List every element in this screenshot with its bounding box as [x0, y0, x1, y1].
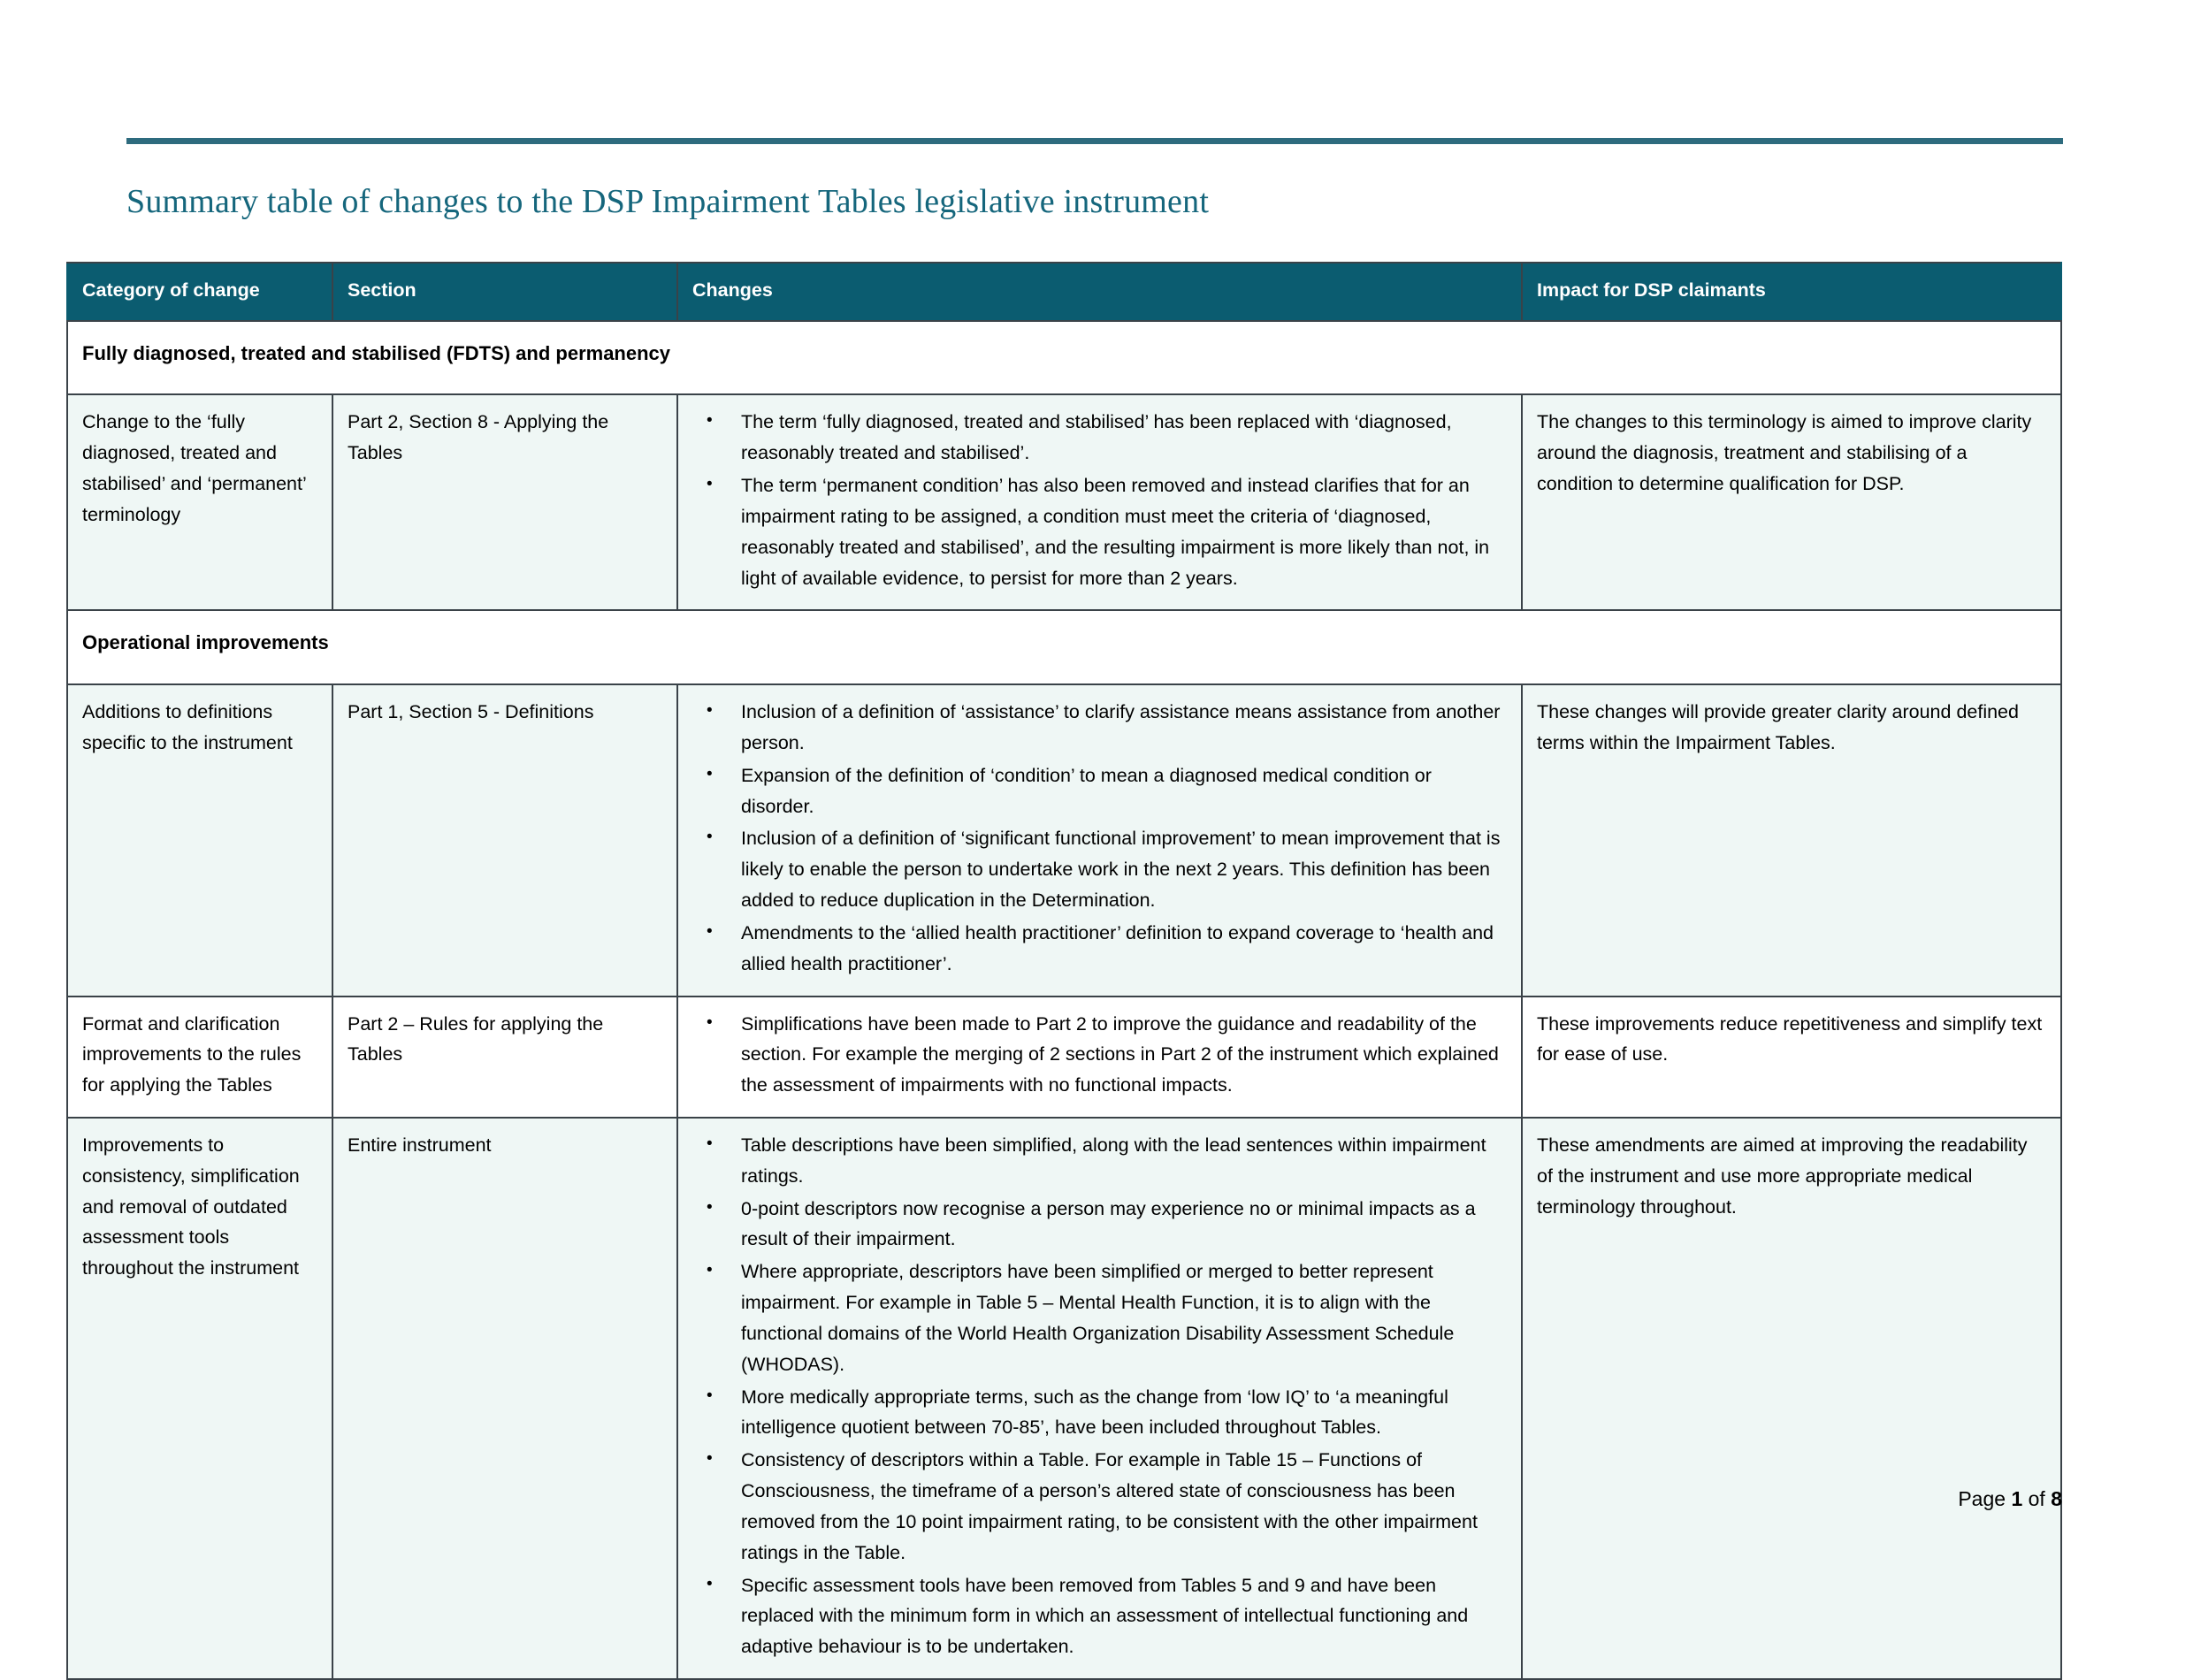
- cell-section: Part 2 – Rules for applying the Tables: [332, 997, 677, 1118]
- list-item: [692, 1009, 1507, 1101]
- change-text: • Inclusion of a definition of ‘significant functional improvement’ to mean improvement that is likely to enable the person to undertake work in the next 2 years. This definition has been added to reduce duplication in the Determination.: [741, 828, 1501, 912]
- change-text: • Table descriptions have been simplified, along with the lead sentences within impairment ratings.: [741, 1134, 1486, 1187]
- cell-impact: These amendments are aimed at improving the readability of the instrument and use more appropriate medical terminology throughout.: [1522, 1118, 2061, 1679]
- table-row: [67, 684, 2061, 996]
- list-item: [692, 697, 1507, 759]
- summary-table-container: [66, 262, 2060, 1680]
- cell-impact: The changes to this terminology is aimed to improve clarity around the diagnosis, treatment and stabilising of a condition to determine qualification for DSP.: [1522, 394, 2061, 610]
- list-item: [692, 1445, 1507, 1568]
- table-row: [67, 394, 2061, 610]
- list-item: [692, 470, 1507, 593]
- section-band-label: Operational improvements: [67, 610, 2061, 684]
- changes-list: [692, 1009, 1507, 1101]
- section-band-row: [67, 321, 2061, 395]
- list-item: [692, 407, 1507, 469]
- section-band-label: Fully diagnosed, treated and stabilised (FDTS) and permanency: [67, 321, 2061, 395]
- column-header-changes: Changes: [677, 263, 1522, 321]
- list-item: [692, 760, 1507, 822]
- change-text: • The term ‘fully diagnosed, treated and stabilised’ has been replaced with ‘diagnosed, reasonably treated and stabilised’.: [741, 411, 1452, 464]
- changes-list: [692, 1130, 1507, 1662]
- table-row: [67, 1118, 2061, 1679]
- table-row: [67, 997, 2061, 1118]
- list-item: [692, 1130, 1507, 1192]
- change-text: • Amendments to the ‘allied health practitioner’ definition to expand coverage to ‘health and allied health practitioner’.: [741, 921, 1494, 974]
- change-text: • Expansion of the definition of ‘condition’ to mean a diagnosed medical condition or disorder.: [741, 764, 1432, 817]
- cell-changes: [677, 684, 1522, 996]
- footer-total-pages: 8: [2051, 1487, 2062, 1510]
- cell-category: Format and clarification improvements to the rules for applying the Tables: [67, 997, 332, 1118]
- change-text: • Specific assessment tools have been removed from Tables 5 and 9 and have been replaced with the minimum form in which an assessment of intellectual functioning and adaptive behaviour is to be undertaken.: [741, 1574, 1469, 1658]
- footer-prefix: Page: [1958, 1487, 2012, 1510]
- change-text: • 0-point descriptors now recognise a person may experience no or minimal impacts as a result of their impairment.: [741, 1197, 1476, 1250]
- column-header-section: Section: [332, 263, 677, 321]
- summary-table: [66, 262, 2062, 1680]
- section-band-row: [67, 610, 2061, 684]
- list-item: [692, 918, 1507, 980]
- header-rule: [126, 138, 2063, 144]
- list-item: [692, 1256, 1507, 1379]
- change-text: • Simplifications have been made to Part 2 to improve the guidance and readability of the section. For example the merging of 2 sections in Part 2 of the instrument which explained the assessment of impairments with no functional impacts.: [741, 1012, 1499, 1096]
- change-text: • Inclusion of a definition of ‘assistance’ to clarify assistance means assistance from another person.: [741, 701, 1501, 753]
- cell-section: Entire instrument: [332, 1118, 677, 1679]
- footer-middle: of: [2022, 1487, 2052, 1510]
- changes-list: [692, 697, 1507, 979]
- footer-current-page: 1: [2011, 1487, 2023, 1510]
- cell-section: Part 2, Section 8 - Applying the Tables: [332, 394, 677, 610]
- change-text: • Where appropriate, descriptors have been simplified or merged to better represent impairment. For example in Table 5 – Mental Health Function, it is to align with the functional domains of the World Health Organization Disability Assessment Schedule (WHODAS).: [741, 1261, 1455, 1375]
- cell-category: Additions to definitions specific to the instrument: [67, 684, 332, 996]
- column-header-impact: Impact for DSP claimants: [1522, 263, 2061, 321]
- change-text: • The term ‘permanent condition’ has also been removed and instead clarifies that for an impairment rating to be assigned, a condition must meet the criteria of ‘diagnosed, reasonably treated and stabilised’, and the resulting impairment is more likely than not, in light of available evidence, to persist for more than 2 years.: [741, 475, 1490, 589]
- cell-changes: [677, 1118, 1522, 1679]
- change-text: • Consistency of descriptors within a Table. For example in Table 15 – Functions of Consciousness, the timeframe of a person’s altered state of consciousness has been removed from the 10 point impairment rating, to be consistent with the other impairment ratings in the Table.: [741, 1449, 1478, 1563]
- cell-category: Improvements to consistency, simplification and removal of outdated assessment tools throughout the instrument: [67, 1118, 332, 1679]
- changes-list: [692, 407, 1507, 593]
- page-footer: [1958, 1487, 2062, 1511]
- list-item: [692, 1382, 1507, 1444]
- cell-changes: [677, 997, 1522, 1118]
- cell-section: Part 1, Section 5 - Definitions: [332, 684, 677, 996]
- cell-changes: [677, 394, 1522, 610]
- page-title: Summary table of changes to the DSP Impairment Tables legislative instrument: [126, 183, 1210, 220]
- cell-impact: These improvements reduce repetitiveness and simplify text for ease of use.: [1522, 997, 2061, 1118]
- cell-category: Change to the ‘fully diagnosed, treated and stabilised’ and ‘permanent’ terminology: [67, 394, 332, 610]
- table-header-row: [67, 263, 2061, 321]
- list-item: [692, 1194, 1507, 1256]
- cell-impact: These changes will provide greater clarity around defined terms within the Impairment Tables.: [1522, 684, 2061, 996]
- list-item: [692, 823, 1507, 915]
- list-item: [692, 1570, 1507, 1662]
- column-header-category: Category of change: [67, 263, 332, 321]
- change-text: • More medically appropriate terms, such as the change from ‘low IQ’ to ‘a meaningful intelligence quotient between 70-85’, have been included throughout Tables.: [741, 1386, 1448, 1439]
